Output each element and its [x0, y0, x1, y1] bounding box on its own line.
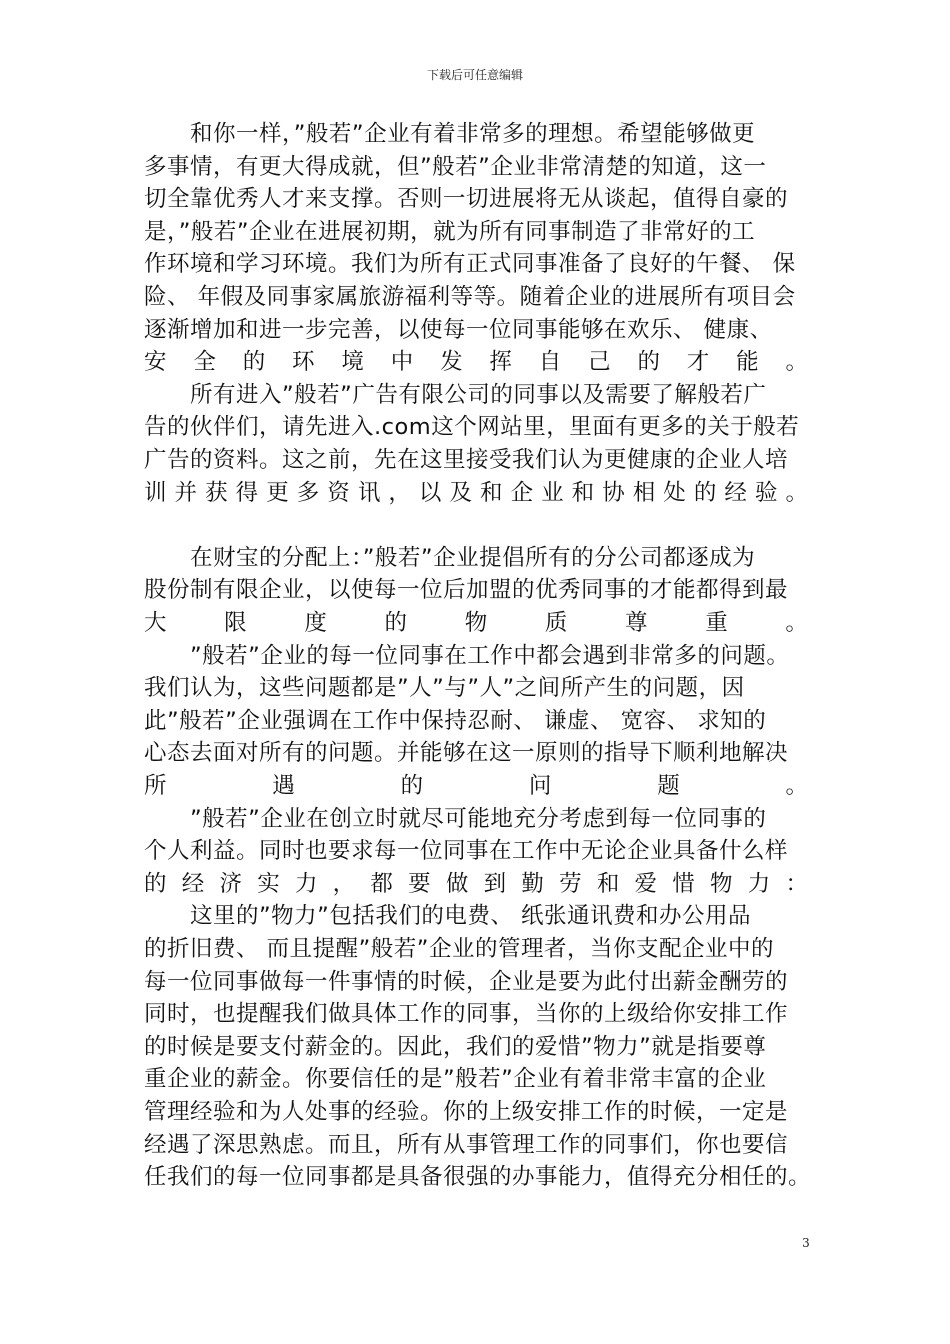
text-line: 经遇了深思熟虑。而且，所有从事管理工作的同事们，你也要信	[144, 1131, 789, 1158]
text-line: 广告的资料。这之前，先在这里接受我们认为更健康的企业人培	[144, 447, 789, 473]
text-line: 训 并 获 得 更 多 资 讯 ， 以 及 和 企 业 和 协 相 处 的 经 验 。	[144, 479, 808, 506]
text-line: ”般若”企业的每一位同事在工作中都会遇到非常多的问题。	[144, 642, 790, 669]
text-line: ”般若”企业在创立时就尽可能地充分考虑到每一位同事的	[144, 805, 767, 832]
page-number: 3	[802, 1236, 810, 1250]
text-line: 我们认为，这些问题都是”人”与”人”之间所产生的问题，因	[144, 675, 745, 702]
text-line: 逐渐增加和进一步完善，以使每一位同事能够在欢乐、 健康、	[144, 316, 773, 343]
text-line: 和你一样，”般若”企业有着非常多的理想。希望能够做更	[144, 121, 756, 147]
text-line: 在财宝的分配上：”般若”企业提倡所有的分公司都逐成为	[144, 544, 756, 571]
text-line: 的 经 济 实 力 ， 都 要 做 到 勤 劳 和 爱 惜 物 力 ：	[144, 870, 808, 897]
text-line: 重企业的薪金。你要信任的是”般若”企业有着非常丰富的企业	[144, 1066, 767, 1093]
text-line: 多事情，有更大得成就，但”般若”企业非常清楚的知道，这一	[144, 153, 767, 180]
text-line: 安 全 的 环 境 中 发 挥 自 己 的 才 能 。	[144, 349, 808, 376]
text-line: 个人利益。同时也要求每一位同事在工作中无论企业具备什么样	[144, 838, 789, 865]
text-line: 所 遇 的 问 题 。	[144, 773, 808, 799]
text-line: 同时，也提醒我们做具体工作的同事，当你的上级给你安排工作	[144, 1001, 789, 1028]
text-line: 的折旧费、 而且提醒”般若”企业的管理者，当你支配企业中的	[144, 936, 774, 962]
page-header: 下载后可任意编辑	[426, 68, 523, 82]
text-line: 的时候是要支付薪金的。因此，我们的爱惜”物力”就是指要尊	[144, 1033, 767, 1060]
text-line: 告的伙伴们，请先进入.com这个网站里，里面有更多的关于般若	[144, 414, 800, 441]
text-line	[144, 509, 808, 541]
text-line: 是，”般若”企业在进展初期，就为所有同事制造了非常好的工	[144, 218, 756, 245]
text-line: 每一位同事做每一件事情的时候，企业是要为此付出薪金酬劳的	[144, 968, 789, 995]
text-line: 管理经验和为人处事的经验。你的上级安排工作的时候，一定是	[144, 1099, 789, 1125]
text-line: 任我们的每一位同事都是具备很强的办事能力，值得充分相任的。	[144, 1164, 812, 1191]
text-line: 切全靠优秀人才来支撑。否则一切进展将无从谈起，值得自豪的	[144, 186, 789, 213]
text-line: 此”般若”企业强调在工作中保持忍耐、 谦虚、 宽容、 求知的	[144, 707, 767, 734]
text-line: 所有进入”般若”广告有限公司的同事以及需要了解般若广	[144, 381, 767, 408]
text-line: 大 限 度 的 物 质 尊 重 。	[144, 610, 808, 636]
text-line: 作环境和学习环境。我们为所有正式同事准备了良好的午餐、 保	[144, 251, 796, 278]
text-line: 这里的”物力”包括我们的电费、 纸张通讯费和办公用品	[144, 903, 751, 930]
text-line: 心态去面对所有的问题。并能够在这一原则的指导下顺利地解决	[144, 740, 789, 767]
text-line: 股份制有限企业，以使每一位后加盟的优秀同事的才能都得到最	[144, 577, 789, 604]
text-line: 险、 年假及同事家属旅游福利等等。随着企业的进展所有项目会	[144, 284, 796, 310]
